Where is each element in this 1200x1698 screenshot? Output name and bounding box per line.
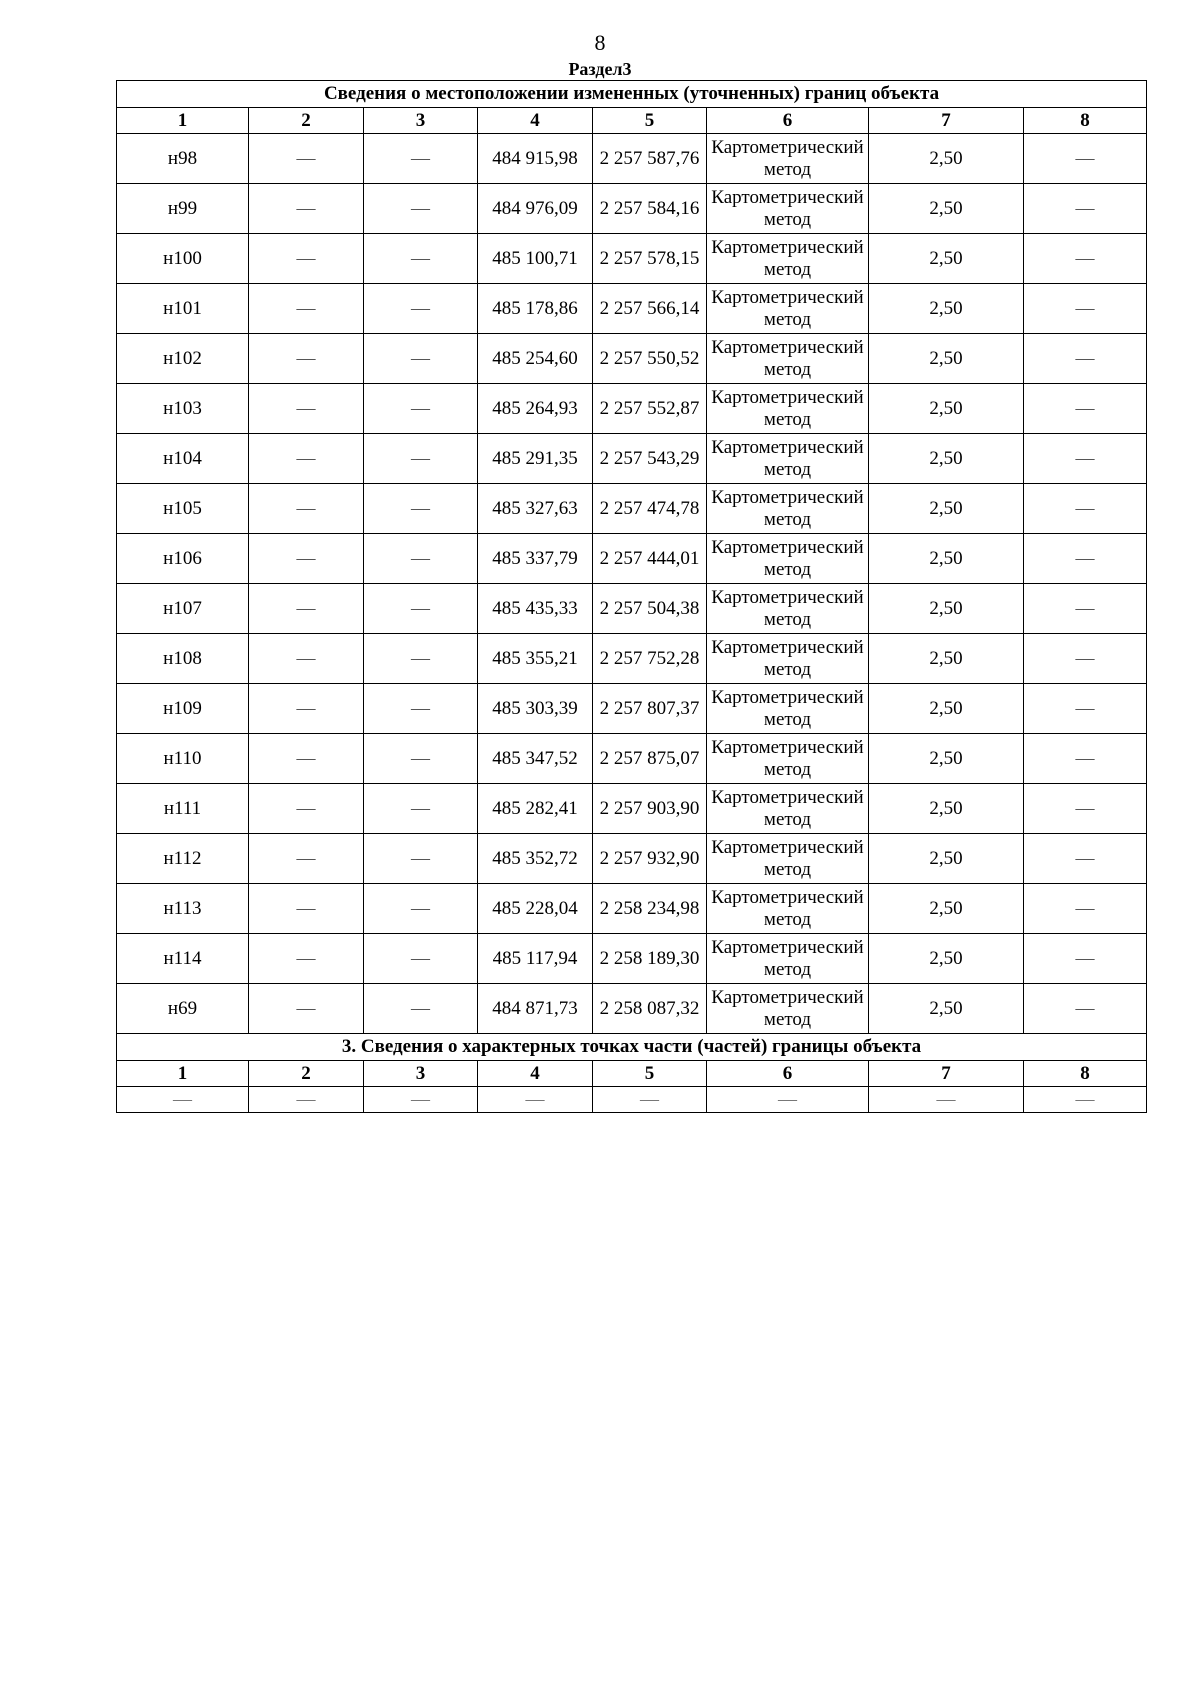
accuracy-cell: 2,50	[869, 484, 1024, 534]
empty-cell: —	[249, 1087, 364, 1113]
point-name: н104	[117, 434, 249, 484]
empty-cell: —	[364, 934, 478, 984]
section3-row	[117, 1087, 1147, 1113]
empty-cell: —	[364, 384, 478, 434]
empty-cell: —	[1024, 384, 1147, 434]
empty-cell: —	[249, 284, 364, 334]
table-title: Сведения о местоположении измененных (уточненных) границ объекта	[117, 81, 1147, 108]
column-header: 1	[117, 108, 249, 134]
column-header: 5	[593, 108, 707, 134]
column-header: 4	[478, 108, 593, 134]
method-cell: Картометрический метод	[707, 184, 869, 234]
point-name: н108	[117, 634, 249, 684]
table-row	[117, 784, 1147, 834]
empty-cell: —	[1024, 234, 1147, 284]
empty-cell: —	[249, 984, 364, 1034]
method-cell: Картометрический метод	[707, 484, 869, 534]
empty-cell: —	[1024, 134, 1147, 184]
point-name: н102	[117, 334, 249, 384]
empty-cell: —	[364, 484, 478, 534]
x-coordinate: 485 100,71	[478, 234, 593, 284]
x-coordinate: 485 355,21	[478, 634, 593, 684]
point-name: н111	[117, 784, 249, 834]
table-row	[117, 634, 1147, 684]
y-coordinate: 2 257 587,76	[593, 134, 707, 184]
empty-cell: —	[249, 434, 364, 484]
method-cell: Картометрический метод	[707, 134, 869, 184]
empty-cell: —	[1024, 684, 1147, 734]
empty-cell: —	[364, 284, 478, 334]
method-cell: Картометрический метод	[707, 384, 869, 434]
point-name: н99	[117, 184, 249, 234]
point-name: н109	[117, 684, 249, 734]
empty-cell: —	[364, 884, 478, 934]
x-coordinate: 485 178,86	[478, 284, 593, 334]
y-coordinate: 2 257 543,29	[593, 434, 707, 484]
y-coordinate: 2 257 807,37	[593, 684, 707, 734]
method-cell: Картометрический метод	[707, 284, 869, 334]
point-name: н105	[117, 484, 249, 534]
y-coordinate: 2 257 932,90	[593, 834, 707, 884]
y-coordinate: 2 257 584,16	[593, 184, 707, 234]
table-row	[117, 934, 1147, 984]
column-header: 5	[593, 1061, 707, 1087]
empty-cell: —	[249, 784, 364, 834]
section3-title-row	[117, 1034, 1147, 1061]
empty-cell: —	[364, 784, 478, 834]
table-row	[117, 284, 1147, 334]
x-coordinate: 485 303,39	[478, 684, 593, 734]
accuracy-cell: 2,50	[869, 734, 1024, 784]
empty-cell: —	[364, 834, 478, 884]
column-header: 1	[117, 1061, 249, 1087]
y-coordinate: 2 257 474,78	[593, 484, 707, 534]
empty-cell: —	[478, 1087, 593, 1113]
y-coordinate: 2 257 752,28	[593, 634, 707, 684]
x-coordinate: 485 327,63	[478, 484, 593, 534]
section3-title: 3. Сведения о характерных точках части (частей) границы объекта	[117, 1034, 1147, 1061]
table-row	[117, 834, 1147, 884]
section-label: Раздел3	[568, 59, 632, 79]
x-coordinate: 485 435,33	[478, 584, 593, 634]
empty-cell: —	[1024, 534, 1147, 584]
accuracy-cell: 2,50	[869, 534, 1024, 584]
table-title-row	[117, 81, 1147, 108]
empty-cell: —	[364, 334, 478, 384]
accuracy-cell: 2,50	[869, 234, 1024, 284]
method-cell: Картометрический метод	[707, 634, 869, 684]
column-header: 3	[364, 108, 478, 134]
table-row	[117, 684, 1147, 734]
empty-cell: —	[869, 1087, 1024, 1113]
table-row	[117, 584, 1147, 634]
empty-cell: —	[364, 584, 478, 634]
accuracy-cell: 2,50	[869, 434, 1024, 484]
method-cell: Картометрический метод	[707, 234, 869, 284]
y-coordinate: 2 257 504,38	[593, 584, 707, 634]
column-header: 4	[478, 1061, 593, 1087]
accuracy-cell: 2,50	[869, 834, 1024, 884]
y-coordinate: 2 257 552,87	[593, 384, 707, 434]
accuracy-cell: 2,50	[869, 984, 1024, 1034]
x-coordinate: 484 976,09	[478, 184, 593, 234]
empty-cell: —	[1024, 484, 1147, 534]
x-coordinate: 485 347,52	[478, 734, 593, 784]
point-name: н101	[117, 284, 249, 334]
empty-cell: —	[249, 184, 364, 234]
empty-cell: —	[249, 334, 364, 384]
method-cell: Картометрический метод	[707, 734, 869, 784]
point-name: н100	[117, 234, 249, 284]
empty-cell: —	[249, 584, 364, 634]
x-coordinate: 485 228,04	[478, 884, 593, 934]
point-name: н103	[117, 384, 249, 434]
column-header: 3	[364, 1061, 478, 1087]
accuracy-cell: 2,50	[869, 284, 1024, 334]
y-coordinate: 2 258 234,98	[593, 884, 707, 934]
point-name: н114	[117, 934, 249, 984]
empty-cell: —	[249, 484, 364, 534]
accuracy-cell: 2,50	[869, 334, 1024, 384]
empty-cell: —	[1024, 284, 1147, 334]
empty-cell: —	[1024, 584, 1147, 634]
empty-cell: —	[593, 1087, 707, 1113]
table-row	[117, 434, 1147, 484]
method-cell: Картометрический метод	[707, 834, 869, 884]
x-coordinate: 485 352,72	[478, 834, 593, 884]
column-header: 7	[869, 1061, 1024, 1087]
y-coordinate: 2 258 189,30	[593, 934, 707, 984]
point-name: н106	[117, 534, 249, 584]
empty-cell: —	[364, 634, 478, 684]
column-header: 2	[249, 1061, 364, 1087]
table-row	[117, 884, 1147, 934]
empty-cell: —	[1024, 434, 1147, 484]
empty-cell: —	[249, 234, 364, 284]
point-name: н113	[117, 884, 249, 934]
x-coordinate: 485 337,79	[478, 534, 593, 584]
method-cell: Картометрический метод	[707, 334, 869, 384]
method-cell: Картометрический метод	[707, 584, 869, 634]
empty-cell: —	[249, 734, 364, 784]
table-row	[117, 384, 1147, 434]
y-coordinate: 2 257 444,01	[593, 534, 707, 584]
section3-header-row	[117, 1061, 1147, 1087]
empty-cell: —	[249, 834, 364, 884]
method-cell: Картометрический метод	[707, 534, 869, 584]
empty-cell: —	[1024, 934, 1147, 984]
method-cell: Картометрический метод	[707, 784, 869, 834]
y-coordinate: 2 258 087,32	[593, 984, 707, 1034]
point-name: н112	[117, 834, 249, 884]
point-name: н110	[117, 734, 249, 784]
accuracy-cell: 2,50	[869, 384, 1024, 434]
empty-cell: —	[1024, 334, 1147, 384]
accuracy-cell: 2,50	[869, 884, 1024, 934]
empty-cell: —	[364, 534, 478, 584]
empty-cell: —	[249, 534, 364, 584]
method-cell: Картометрический метод	[707, 984, 869, 1034]
empty-cell: —	[1024, 184, 1147, 234]
table-row	[117, 234, 1147, 284]
x-coordinate: 485 117,94	[478, 934, 593, 984]
empty-cell: —	[117, 1087, 249, 1113]
empty-cell: —	[249, 634, 364, 684]
empty-cell: —	[249, 134, 364, 184]
empty-cell: —	[1024, 834, 1147, 884]
x-coordinate: 484 871,73	[478, 984, 593, 1034]
accuracy-cell: 2,50	[869, 184, 1024, 234]
empty-cell: —	[707, 1087, 869, 1113]
empty-cell: —	[364, 1087, 478, 1113]
x-coordinate: 485 254,60	[478, 334, 593, 384]
column-header: 6	[707, 108, 869, 134]
empty-cell: —	[364, 984, 478, 1034]
accuracy-cell: 2,50	[869, 784, 1024, 834]
empty-cell: —	[1024, 784, 1147, 834]
y-coordinate: 2 257 875,07	[593, 734, 707, 784]
x-coordinate: 485 282,41	[478, 784, 593, 834]
table-row	[117, 134, 1147, 184]
accuracy-cell: 2,50	[869, 134, 1024, 184]
x-coordinate: 485 291,35	[478, 434, 593, 484]
empty-cell: —	[249, 884, 364, 934]
empty-cell: —	[1024, 734, 1147, 784]
empty-cell: —	[1024, 984, 1147, 1034]
method-cell: Картометрический метод	[707, 884, 869, 934]
y-coordinate: 2 257 578,15	[593, 234, 707, 284]
x-coordinate: 485 264,93	[478, 384, 593, 434]
empty-cell: —	[364, 684, 478, 734]
empty-cell: —	[364, 134, 478, 184]
empty-cell: —	[364, 184, 478, 234]
accuracy-cell: 2,50	[869, 934, 1024, 984]
column-header: 8	[1024, 1061, 1147, 1087]
column-header-row	[117, 108, 1147, 134]
empty-cell: —	[364, 434, 478, 484]
empty-cell: —	[249, 384, 364, 434]
column-header: 6	[707, 1061, 869, 1087]
point-name: н69	[117, 984, 249, 1034]
empty-cell: —	[364, 734, 478, 784]
method-cell: Картометрический метод	[707, 434, 869, 484]
y-coordinate: 2 257 903,90	[593, 784, 707, 834]
table-row	[117, 334, 1147, 384]
page-number: 8	[594, 30, 606, 55]
table-row	[117, 734, 1147, 784]
method-cell: Картометрический метод	[707, 684, 869, 734]
y-coordinate: 2 257 550,52	[593, 334, 707, 384]
empty-cell: —	[249, 934, 364, 984]
table-row	[117, 184, 1147, 234]
table-row	[117, 484, 1147, 534]
y-coordinate: 2 257 566,14	[593, 284, 707, 334]
boundary-table	[116, 80, 1147, 1113]
method-cell: Картометрический метод	[707, 934, 869, 984]
accuracy-cell: 2,50	[869, 684, 1024, 734]
column-header: 7	[869, 108, 1024, 134]
table-row	[117, 534, 1147, 584]
empty-cell: —	[1024, 1087, 1147, 1113]
empty-cell: —	[1024, 884, 1147, 934]
table-row	[117, 984, 1147, 1034]
point-name: н98	[117, 134, 249, 184]
point-name: н107	[117, 584, 249, 634]
accuracy-cell: 2,50	[869, 584, 1024, 634]
accuracy-cell: 2,50	[869, 634, 1024, 684]
empty-cell: —	[249, 684, 364, 734]
x-coordinate: 484 915,98	[478, 134, 593, 184]
empty-cell: —	[364, 234, 478, 284]
empty-cell: —	[1024, 634, 1147, 684]
column-header: 8	[1024, 108, 1147, 134]
column-header: 2	[249, 108, 364, 134]
